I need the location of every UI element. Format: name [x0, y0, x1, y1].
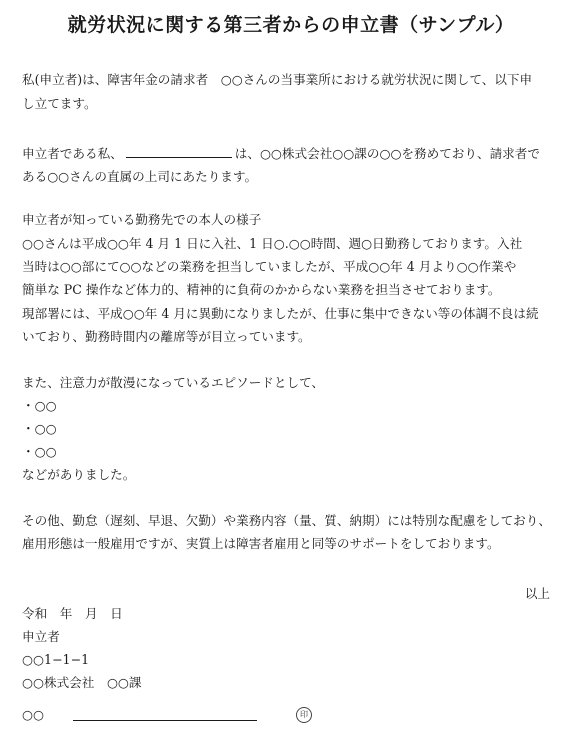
para1-line1: 私(申立者)は、障害年金の請求者 ○○さんの当事業所における就労状況に関して、以下申 — [22, 72, 533, 87]
signature-line — [73, 719, 257, 721]
para3-line2: 当時は○○部にて○○などの業務を担当していましたが、平成○○年 4 月より○○作業や — [22, 259, 517, 274]
para2-suffix: は、○○株式会社○○課の○○を務めており、請求者で — [234, 146, 540, 161]
seal-mark: 印 — [296, 707, 312, 723]
para3-heading: 申立者が知っている勤務先での本人の様子 — [22, 212, 262, 227]
para5-line1: その他、勤怠（遅刻、早退、欠勤）や業務内容（量、質、納期）には特別な配慮をしており、 — [22, 513, 551, 528]
para3-line4: 現部署には、平成○○年 4 月に異動になりましたが、仕事に集中できない等の体調不良は続 — [22, 306, 539, 321]
para2-prefix: 申立者である私、 — [22, 146, 123, 161]
closing-text: 以上 — [524, 586, 550, 601]
para1-line2: し立てます。 — [22, 96, 97, 111]
name-blank-line — [126, 145, 232, 158]
bullet-item-2: ・○○ — [22, 421, 57, 436]
para4-intro: また、注意力が散漫になっているエピソードとして、 — [22, 375, 324, 390]
bullet-item-1: ・○○ — [22, 398, 57, 413]
footer-date: 令和 年 月 日 — [22, 606, 123, 621]
footer-address: ○○1−1−1 — [22, 652, 90, 667]
bullet-item-3: ・○○ — [22, 444, 57, 459]
para4-outro: などがありました。 — [22, 467, 136, 482]
para2-line1 — [22, 145, 540, 162]
para3-line1: ○○さんは平成○○年 4 月 1 日に入社、1 日○.○○時間、週○日勤務しております。入社 — [22, 236, 523, 251]
para3-line3: 簡単な PC 操作など体力的、精神的に負荷のかからない業務を担当させております。 — [22, 282, 501, 297]
footer-company: ○○株式会社 ○○課 — [22, 675, 142, 690]
document-title: 就労状況に関する第三者からの申立書（サンプル） — [67, 14, 515, 36]
para2-line2: ある○○さんの直属の上司にあたります。 — [22, 169, 258, 184]
para5-line2: 雇用形態は一般雇用ですが、実質上は障害者雇用と同等のサポートをしております。 — [22, 536, 500, 551]
footer-label: 申立者 — [22, 629, 60, 644]
para3-line5: いており、勤務時間内の離席等が目立っています。 — [22, 329, 311, 344]
footer-name: ○○ — [22, 707, 44, 722]
